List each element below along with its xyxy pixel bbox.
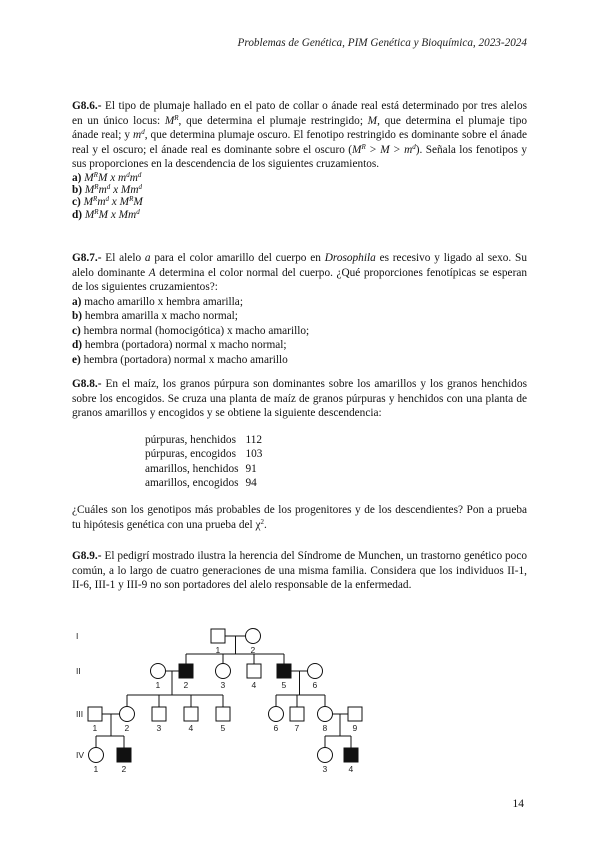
genotype-cross: $M^Rm^d$ x $M^RM$ bbox=[83, 195, 143, 209]
table-row bbox=[145, 476, 262, 490]
problem-g8-8-question: ¿Cuáles son los genotipos más probables de los progenitores y de los descendientes? Pon a prueba tu hipótesis genética con una prueba del $\chi^2$. bbox=[72, 504, 527, 531]
problem-g8-6: G8.6.- El tipo de plumaje hallado en el pato de collar o ánade real está determinado por tres alelos en un único locus: $M^R$, que determina el plumaje restringido; M, que determina el plumaje tipo ánade real; y $m^d$, que determina plumaje oscuro. El fenotipo restringido es dominante sobre el ánade real y el oscuro; el ánade real es dominante sobre el oscuro $(M^R > M > m^d)$. Señala los fenotipos y sus proporciones en la descendencia de los siguientes cruzamientos. a) $M^RM$ x $m^dm^d$ b) $M^Rm^d$ x Mm$^d$ c) $M^Rm^d$ x $M^RM$ d) $M^RM$ x Mm$^d$ bbox=[72, 100, 528, 221]
count-cell: 91 bbox=[245, 462, 257, 475]
cross-item bbox=[72, 295, 527, 310]
individual-number: 7 bbox=[294, 723, 300, 733]
cross-item bbox=[72, 353, 527, 368]
individual-number: 9 bbox=[352, 723, 358, 733]
individual-number: 5 bbox=[281, 680, 287, 690]
individual-number: 2 bbox=[124, 723, 130, 733]
cross-list bbox=[72, 295, 527, 368]
problem-g8-8: G8.8.- En el maíz, los granos púrpura son dominantes sobre los amarillos y los granos henchidos sobre los encogidos. Se cruza una planta de maíz de granos púrpuras y henchidos con una planta de granos amarillos y encogidos y se obtiene la siguiente descendencia: bbox=[72, 378, 527, 419]
generation-label: IV bbox=[76, 750, 85, 760]
genotype-cross: $M^RM$ x $m^dm^d$ bbox=[84, 170, 142, 184]
problem-g8-9: G8.9.- El pedigrí mostrado ilustra la herencia del Síndrome de Munchen, un trastorno genético poco común, a lo largo de cuatro generaciones de una misma familia. Considera que los individuos II-1, II-6, III-1 y III-9 no son portadores del alelo responsable de la enfermedad. bbox=[72, 550, 527, 591]
cross-item bbox=[72, 209, 527, 221]
page-number: 14 bbox=[512, 798, 524, 810]
phenotype-cell: púrpuras, henchidos bbox=[145, 434, 236, 446]
generation-label: III bbox=[76, 709, 84, 719]
count-cell: 94 bbox=[245, 477, 257, 490]
individual-number: 1 bbox=[93, 764, 99, 774]
individual-number: 1 bbox=[92, 723, 98, 733]
item-text: macho amarillo x hembra amarilla; bbox=[81, 295, 243, 308]
problem-g8-7: G8.7.- El alelo a para el color amarillo del cuerpo en Drosophila es recesivo y ligado al sexo. Su alelo dominante A determina el color normal del cuerpo. ¿Qué proporciones fenotípicas se esperan de los siguientes cruzamientos?: a) macho amarillo x hembra amarilla; b) hembra amarilla x macho normal; c) hembra normal (homocigótica) x macho amarillo; d) hembra (portadora) normal x macho normal; e) hembra (portadora) normal x macho amarillo bbox=[72, 252, 527, 366]
individual-number: 6 bbox=[312, 680, 318, 690]
item-letter: c) bbox=[72, 324, 81, 337]
female-symbol bbox=[318, 707, 333, 722]
count-cell: 103 bbox=[245, 448, 263, 461]
individual-number: 3 bbox=[322, 764, 328, 774]
individual-number: 2 bbox=[183, 680, 189, 690]
individual-number: 4 bbox=[188, 723, 194, 733]
item-letter: e) bbox=[72, 353, 81, 366]
individual-number: 6 bbox=[273, 723, 279, 733]
female-symbol bbox=[120, 707, 135, 722]
count-cell: 112 bbox=[245, 434, 263, 446]
individual-number: 4 bbox=[251, 680, 257, 690]
male-symbol bbox=[117, 748, 131, 762]
female-symbol bbox=[151, 664, 166, 679]
female-symbol bbox=[216, 664, 231, 679]
individual-number: 3 bbox=[220, 680, 226, 690]
female-symbol bbox=[308, 664, 323, 679]
item-letter: d) bbox=[72, 339, 83, 351]
individual-number: 2 bbox=[121, 764, 127, 774]
male-symbol bbox=[216, 707, 230, 721]
male-symbol bbox=[211, 629, 225, 643]
genotype-cross: $M^Rm^d$ x Mm$^d$ bbox=[84, 182, 142, 196]
cross-item bbox=[72, 309, 527, 324]
individual-number: 4 bbox=[348, 764, 354, 774]
individual-number: 5 bbox=[220, 723, 226, 733]
item-text: hembra normal (homocigótica) x macho amarillo; bbox=[80, 324, 310, 337]
offspring-table bbox=[145, 433, 262, 491]
male-symbol bbox=[277, 664, 291, 678]
item-text: hembra amarilla x macho normal; bbox=[82, 310, 238, 322]
individual-number: 2 bbox=[250, 645, 256, 655]
female-symbol bbox=[246, 629, 261, 644]
male-symbol bbox=[179, 664, 193, 678]
table-row bbox=[145, 462, 262, 476]
female-symbol bbox=[89, 748, 104, 763]
female-symbol bbox=[318, 748, 333, 763]
male-symbol bbox=[348, 707, 362, 721]
problem-label: G8.7.- bbox=[72, 252, 102, 264]
male-symbol bbox=[184, 707, 198, 721]
cross-list bbox=[72, 172, 527, 222]
problem-label: G8.6.- bbox=[72, 100, 102, 112]
item-letter: a) bbox=[72, 295, 82, 308]
male-symbol bbox=[344, 748, 358, 762]
individual-number: 3 bbox=[156, 723, 162, 733]
generation-label: II bbox=[76, 666, 81, 676]
individual-number: 1 bbox=[215, 645, 221, 655]
female-symbol bbox=[269, 707, 284, 722]
male-symbol bbox=[88, 707, 102, 721]
phenotype-cell: púrpuras, encogidos bbox=[145, 448, 236, 461]
item-text: hembra (portadora) normal x macho amarillo bbox=[80, 353, 288, 366]
table-row bbox=[145, 433, 262, 447]
running-header: Problemas de Genética, PIM Genética y Bioquímica, 2023-2024 bbox=[237, 37, 527, 49]
item-letter: d) bbox=[72, 208, 85, 221]
item-letter: b) bbox=[72, 310, 83, 322]
item-letter: c) bbox=[72, 196, 84, 209]
item-letter: b) bbox=[72, 183, 85, 196]
item-letter: a) bbox=[72, 171, 85, 184]
generation-label: I bbox=[76, 631, 79, 641]
cross-item bbox=[72, 184, 527, 196]
cross-item bbox=[72, 324, 527, 339]
individual-number: 1 bbox=[155, 680, 161, 690]
problem-label: G8.8.- bbox=[72, 378, 102, 390]
pedigree-chart bbox=[70, 618, 370, 778]
male-symbol bbox=[247, 664, 261, 678]
cross-item bbox=[72, 338, 527, 353]
male-symbol bbox=[152, 707, 166, 721]
phenotype-cell: amarillos, henchidos bbox=[145, 462, 239, 475]
cross-item bbox=[72, 196, 527, 208]
table-row bbox=[145, 447, 262, 461]
phenotype-cell: amarillos, encogidos bbox=[145, 477, 239, 490]
individual-number: 8 bbox=[322, 723, 328, 733]
genotype-cross: $M^RM$ x Mm$^d$ bbox=[84, 207, 140, 221]
male-symbol bbox=[290, 707, 304, 721]
problem-label: G8.9.- bbox=[72, 550, 102, 562]
item-text: hembra (portadora) normal x macho normal; bbox=[82, 339, 287, 351]
